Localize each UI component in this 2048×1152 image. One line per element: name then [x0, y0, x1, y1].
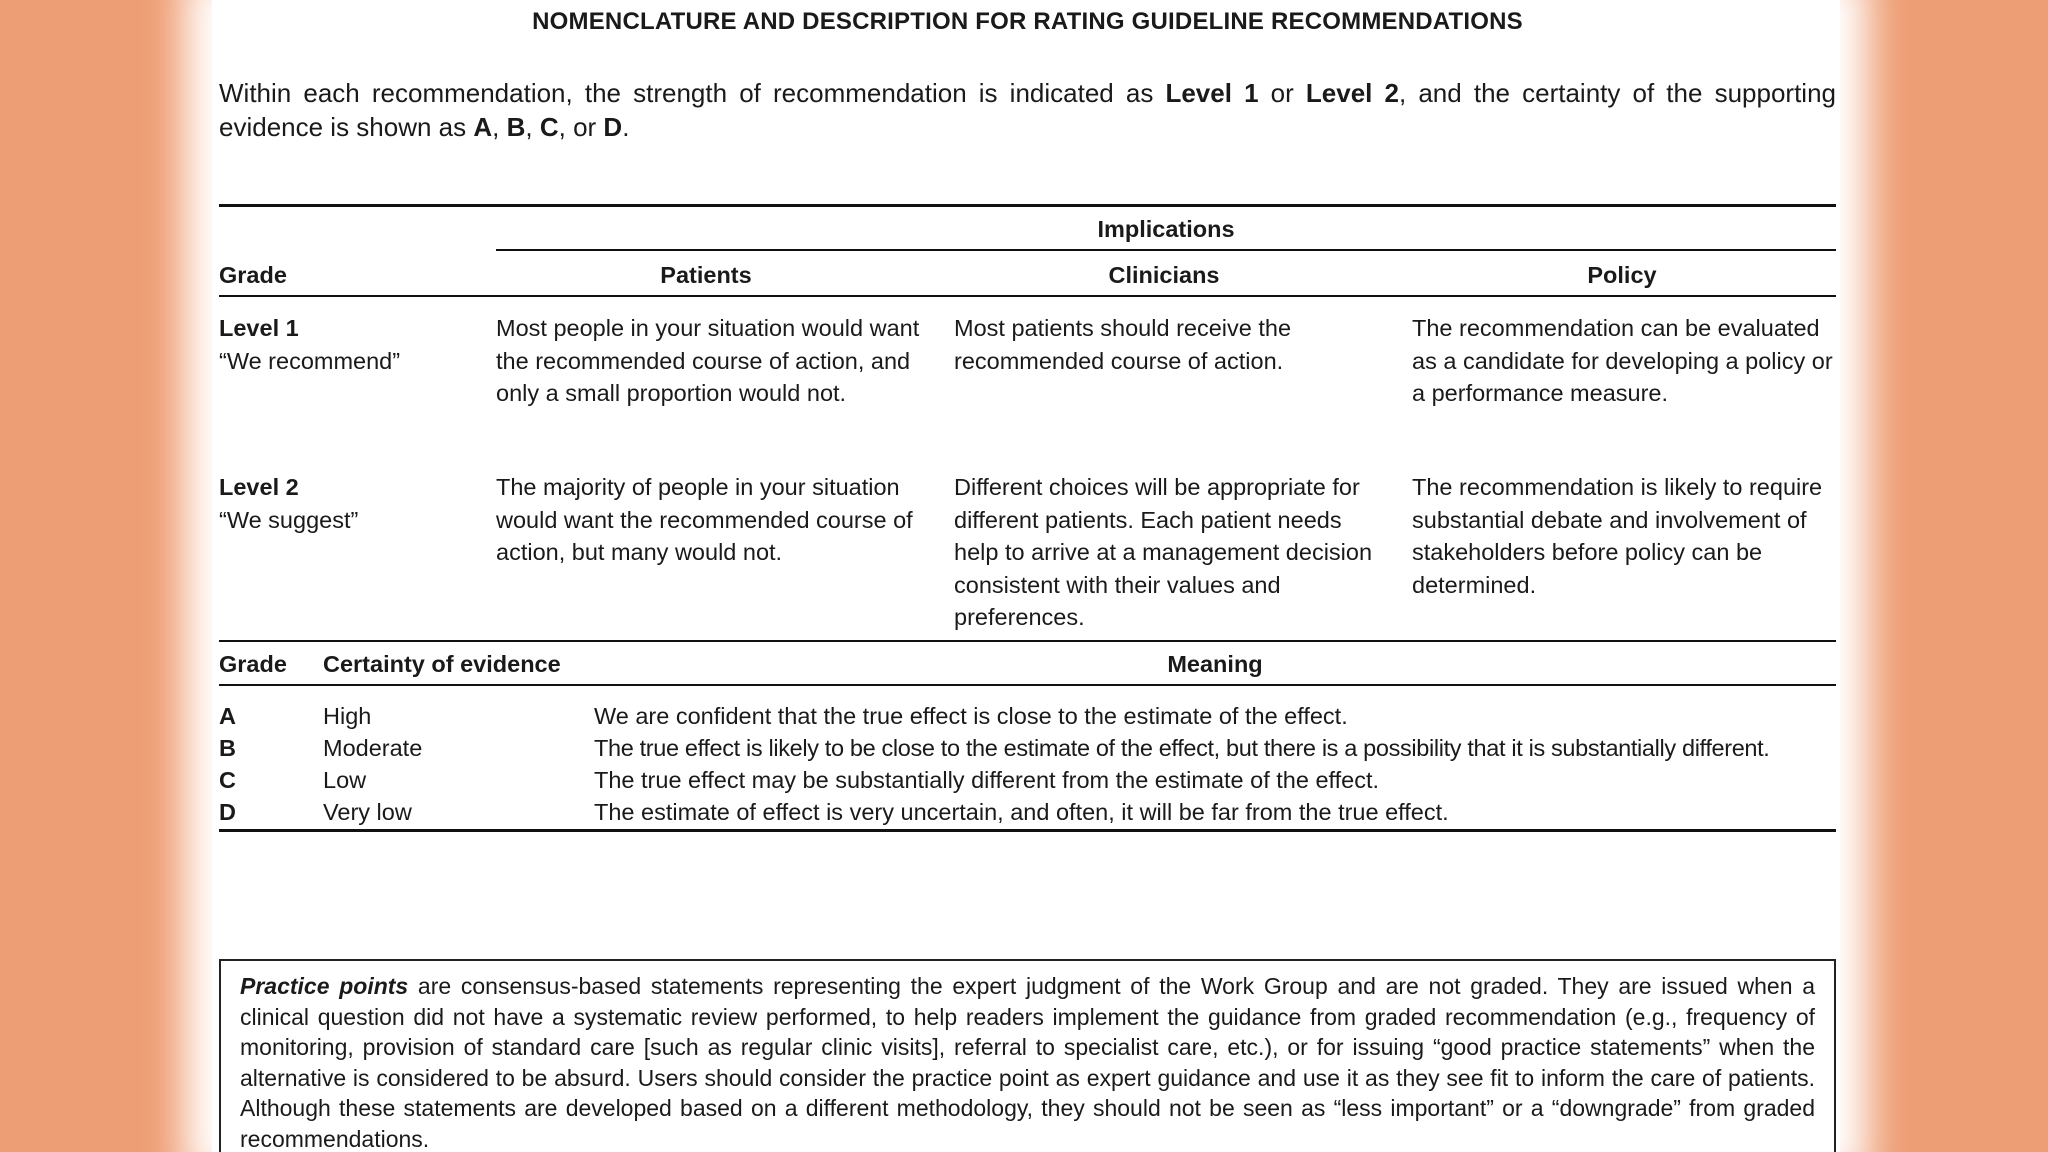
- grade-cell: [219, 312, 469, 377]
- table-bottom-rule: [219, 640, 1836, 642]
- meaning-header: Meaning: [1167, 651, 1263, 677]
- level-phrase: “We suggest”: [219, 506, 359, 533]
- clinicians-header: Clinicians: [1108, 262, 1220, 288]
- implications-header: Implications: [1097, 216, 1235, 242]
- intro-grade-b: B: [506, 112, 526, 142]
- implications-rule: [496, 249, 1836, 251]
- certainty-header: Certainty of evidence: [323, 651, 561, 677]
- patients-header: Patients: [660, 262, 752, 288]
- grade-letter: A: [219, 703, 236, 729]
- patients-cell: Most people in your situation would want the recommended course of action, and only a small proportion would not.: [496, 315, 920, 406]
- level-label: Level 2: [219, 474, 299, 500]
- patients-cell: The majority of people in your situation would want the recommended course of action, but many would not.: [496, 474, 913, 565]
- evidence-grade-header: Grade: [219, 651, 287, 677]
- level-label: Level 1: [219, 315, 299, 341]
- practice-points-text: are consensus-based statements representing the expert judgment of the Work Group and are not graded. They are issued when a clinical question did not have a systematic review performed, to help readers implement the guidance from graded recommendation (e.g., frequency of monitoring, provision of standard care [such as regular clinic visits], referral to specialist care, etc.), or for issuing “good practice statements” when the alternative is considered to be absurd. Users should consider the practice point as expert guidance and use it as they see fit to inform the care of patients. Although these statements are developed based on a different methodology, they should not be seen as “less important” or a “downgrade” from graded recommendations.: [240, 973, 1815, 1152]
- clinicians-cell: Most patients should receive the recommended course of action.: [954, 315, 1292, 374]
- meaning-cell: The estimate of effect is very uncertain, and often, it will be far from the true effect.: [594, 799, 1449, 825]
- policy-cell: The recommendation is likely to require substantial debate and involvement of stakeholders before policy can be determined.: [1412, 474, 1823, 598]
- intro-text: ,: [525, 112, 540, 142]
- grade-cell: [219, 471, 469, 536]
- table-top-rule: [219, 204, 1836, 207]
- grade-letter: C: [219, 767, 236, 793]
- intro-text: Within each recommendation, the strength of recommendation is indicated as: [219, 78, 1166, 108]
- intro-text: , or: [558, 112, 604, 142]
- certainty-cell: High: [323, 703, 372, 729]
- practice-points-box: [219, 959, 1836, 1152]
- certainty-cell: Low: [323, 767, 367, 793]
- grade-letter: B: [219, 735, 236, 761]
- level-phrase: “We recommend”: [219, 347, 401, 374]
- grade-header: Grade: [219, 262, 287, 288]
- clinicians-cell: Different choices will be appropriate for different patients. Each patient needs help to arrive at a management decision consistent with their values and preferences.: [954, 474, 1373, 630]
- certainty-cell: Moderate: [323, 735, 423, 761]
- policy-header: Policy: [1587, 262, 1657, 288]
- practice-points-term: Practice points: [240, 973, 409, 999]
- intro-grade-c: C: [539, 112, 559, 142]
- intro-text: , and the certainty of the supporting evidence is shown as: [219, 78, 1836, 142]
- intro-grade-a: A: [473, 112, 493, 142]
- header-bottom-rule: [219, 295, 1836, 297]
- meaning-cell: The true effect may be substantially different from the estimate of the effect.: [594, 767, 1380, 793]
- evidence-header-rule: [219, 684, 1836, 686]
- policy-cell: The recommendation can be evaluated as a candidate for developing a policy or a performance measure.: [1412, 315, 1833, 406]
- intro-paragraph: [219, 76, 1836, 144]
- intro-text: or: [1258, 78, 1306, 108]
- grade-letter: D: [219, 799, 236, 825]
- intro-level-1: Level 1: [1165, 78, 1259, 108]
- intro-grade-d: D: [603, 112, 623, 142]
- evidence-bottom-rule: [219, 829, 1836, 832]
- document-title: NOMENCLATURE AND DESCRIPTION FOR RATING GUIDELINE RECOMMENDATIONS: [532, 8, 1523, 35]
- document-page: [212, 0, 1840, 1152]
- certainty-cell: Very low: [323, 799, 412, 825]
- intro-level-2: Level 2: [1305, 78, 1399, 108]
- meaning-cell: The true effect is likely to be close to the estimate of the effect, but there is a possibility that it is substantially different.: [594, 735, 1770, 761]
- intro-text: ,: [492, 112, 507, 142]
- meaning-cell: We are confident that the true effect is close to the estimate of the effect.: [594, 703, 1348, 729]
- intro-text: .: [622, 112, 630, 142]
